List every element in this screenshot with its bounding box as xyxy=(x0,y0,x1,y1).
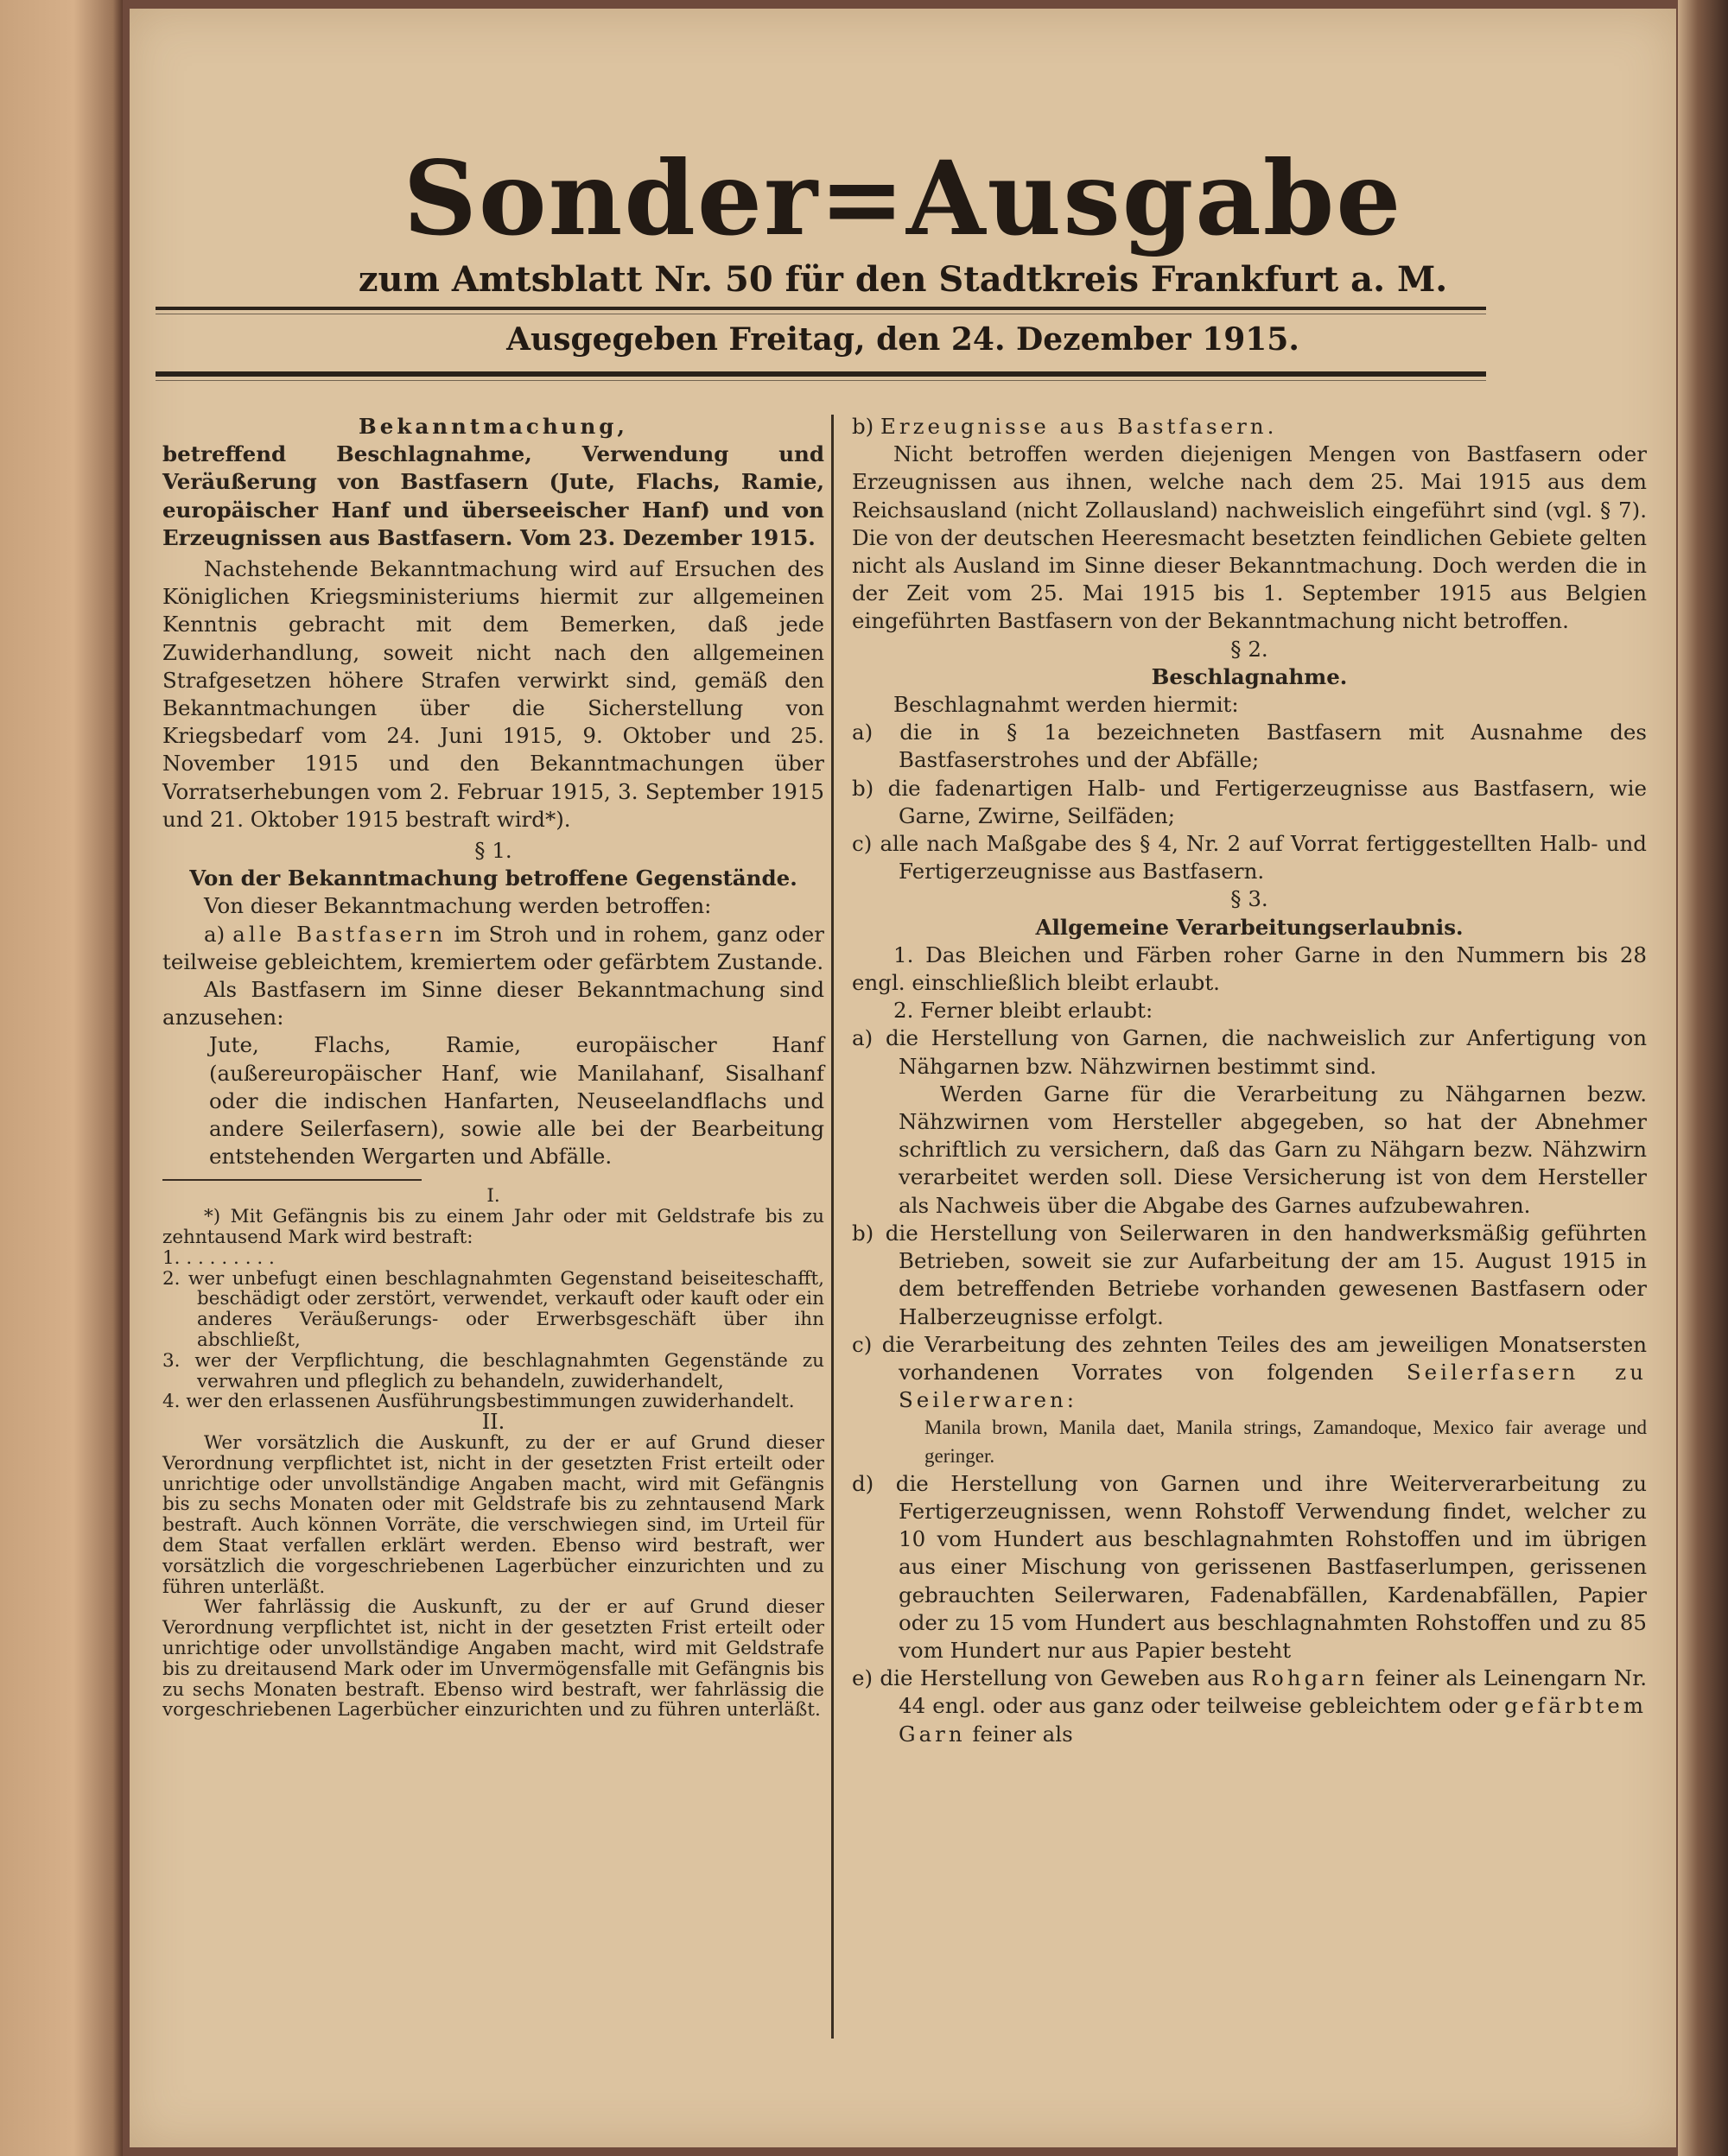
footnote-item-3: 3. wer der Verpflichtung, die beschlagnahmten Gegenstände zu verwahren und pfleglich zu behandeln, zuwiderhandelt, xyxy=(162,1349,824,1392)
section-1-title: Von der Bekanntmachung betroffene Gegenstände. xyxy=(189,866,797,891)
left-column xyxy=(162,413,824,1721)
section-3-item-2: 2. Ferner bleibt erlaubt: xyxy=(893,998,1153,1024)
section-3-item-c-list: Manila brown, Manila daet, Manila strings, Zamandoque, Mexico fair average und geringer. xyxy=(924,1417,1647,1467)
issue-date: Ausgegeben Freitag, den 24. Dezember 1915. xyxy=(506,321,1299,358)
section-2-number: § 2. xyxy=(1230,636,1268,662)
section-2-title: Beschlagnahme. xyxy=(1151,663,1348,689)
item-b-label: b) xyxy=(852,414,874,439)
top-rule xyxy=(156,307,1486,310)
footnote-rule xyxy=(162,1179,422,1181)
footnote xyxy=(162,1186,824,1721)
section-2-item-b: b) die fadenartigen Halb- und Fertigerzeugnisse aus Bastfasern, wie Garne, Zwirne, Seilfäden; xyxy=(852,775,1647,828)
document-page xyxy=(130,9,1676,2147)
item-e-spaced-1: Rohgarn xyxy=(1251,1665,1369,1691)
date-rule-thin xyxy=(156,380,1486,381)
section-2-item-a: a) die in § 1a bezeichneten Bastfasern mit Ausnahme des Bastfaserstrohes und der Abfälle; xyxy=(852,720,1647,773)
item-a-text: im Stroh und in rohem, ganz oder teilweise gebleichtem, kremiertem oder gefärbtem Zustande. xyxy=(162,921,824,974)
masthead-title: Sonder=Ausgabe xyxy=(403,138,1403,258)
item-e-end: feiner als xyxy=(972,1721,1073,1747)
item-b-heading xyxy=(852,413,1647,441)
section-3-item-c xyxy=(852,1331,1647,1415)
announcement-heading: Bekanntmachung, xyxy=(359,414,628,439)
item-a-label: a) xyxy=(204,921,226,947)
footnote-part-2: II. xyxy=(481,1410,505,1435)
section-2-item-c: c) alle nach Maßgabe des § 4, Nr. 2 auf Vorrat fertiggestellten Halb- und Fertigerzeugnisse aus Bastfasern. xyxy=(852,831,1647,885)
footnote-paragraph-2: Wer fahrlässig die Auskunft, zu der er auf Grund dieser Verordnung verpflichtet ist, nicht in der gesetzten Frist erteilt oder unrichtige oder unvollständige Angaben macht, wird mit Geldstrafe bis zu dreitausend Mark oder im Unvermögensfalle mit Gefängnis bis zu sechs Monaten bestraft. Ebenso wird bestraft, wer fahrlässig die vorgeschriebenen Lagerbücher einzurichten und zu führen unterläßt. xyxy=(162,1596,824,1722)
footnote-paragraph-1: Wer vorsätzlich die Auskunft, zu der er auf Grund dieser Verordnung verpflichtet ist, nicht in der gesetzten Frist erteilt oder unrichtige oder unvollständige Angaben macht, wird mit Gefängnis bis zu sechs Monaten oder mit Geldstrafe bis zu zehntausend Mark bestraft. Auch können Vorräte, die verschwiegen sind, im Urteil für dem Staat verfallen erklärt werden. Ebenso wird bestraft, wer vorsätzlich die vorgeschriebenen Lagerbücher einzurichten und zu führen unterläßt. xyxy=(162,1432,824,1598)
item-c-spaced: Seilerfasern zu Seilerwaren: xyxy=(899,1359,1647,1413)
footnote-intro: *) Mit Gefängnis bis zu einem Jahr oder mit Geldstrafe bis zu zehntausend Mark wird bestraft: xyxy=(162,1206,824,1249)
section-3-title: Allgemeine Verarbeitungserlaubnis. xyxy=(1035,914,1464,940)
section-3-item-b: b) die Herstellung von Seilerwaren in den handwerksmäßig geführten Betrieben, soweit sie zur Aufarbeitung der am 15. August 1915 in dem betreffenden Betriebe vorhanden gewesenen Bastfasern oder Halberzeugnisse erfolgt. xyxy=(852,1220,1647,1329)
date-rule xyxy=(156,371,1486,377)
section-1-number: § 1. xyxy=(474,838,512,864)
section-3-number: § 3. xyxy=(1230,886,1268,912)
section-3-item-a-note: Werden Garne für die Verarbeitung zu Nähgarnen bezw. Nähzwirnen vom Hersteller abgegeben, so hat der Abnehmer schriftlich zu versichern, daß das Garn zu Nähgarn bezw. Nähzwirn verarbeitet werden soll. Diese Versicherung ist von dem Hersteller als Nachweis über die Abgabe des Garnes aufzubewahren. xyxy=(899,1081,1647,1218)
item-a-spaced: alle Bastfasern xyxy=(232,921,447,947)
footnote-item-1: 1. . . . . . . . . xyxy=(162,1246,275,1269)
item-e-mid: feiner als Leinengarn Nr. 44 engl. oder aus ganz oder teilweise gebleichtem oder xyxy=(899,1665,1647,1719)
intro-paragraph: Nachstehende Bekanntmachung wird auf Ersuchen des Königlichen Kriegsministeriums hiermit zur allgemeinen Kenntnis gebracht mit dem Bemerken, daß jede Zuwiderhandlung, soweit nicht nach den allgemeinen Strafgesetzen höhere Strafen verwirkt sind, gemäß den Bekanntmachungen über die Sicherstellung von Kriegsbedarf vom 24. Juni 1915, 9. Oktober und 25. November 1915 und den Bekanntmachungen über Vorratserhebungen vom 2. Februar 1915, 3. September 1915 und 21. Oktober 1915 bestraft wird*). xyxy=(162,556,824,832)
section-1-item-a xyxy=(162,921,824,976)
announcement-subject: betreffend Beschlagnahme, Verwendung und Veräußerung von Bastfasern (Jute, Flachs, Ramie, europäischer Hanf und überseeischer Hanf) und von Erzeugnissen aus Bastfasern. Vom 23. Dezember 1915. xyxy=(162,441,824,550)
section-3-item-1: 1. Das Bleichen und Färben roher Garne in den Nummern bis 28 engl. einschließlich bleibt erlaubt. xyxy=(852,942,1647,996)
section-1-fiber-list: Jute, Flachs, Ramie, europäischer Hanf (außereuropäischer Hanf, wie Manilahanf, Sisalhanf oder die indischen Hanfarten, Neuseelandflachs und andere Seilerfasern), sowie alle bei der Bearbeitung entstehenden Wergarten und Abfälle. xyxy=(209,1032,824,1170)
right-column xyxy=(852,413,1647,1748)
column-divider xyxy=(831,415,834,2039)
section-2-lead: Beschlagnahmt werden hiermit: xyxy=(893,692,1239,718)
section-1-lead: Von dieser Bekanntmachung werden betroffen: xyxy=(204,893,712,919)
section-3-item-e xyxy=(852,1665,1647,1748)
book-edge-right xyxy=(1678,0,1728,2156)
book-edge-left xyxy=(0,0,123,2156)
item-e-pre: e) die Herstellung von Geweben aus xyxy=(852,1665,1245,1691)
section-3-item-a: a) die Herstellung von Garnen, die nachweislich zur Anfertigung von Nähgarnen bzw. Nähzwirnen bestimmt sind. xyxy=(852,1025,1647,1079)
section-3-item-d: d) die Herstellung von Garnen und ihre Weiterverarbeitung zu Fertigerzeugnissen, wenn Rohstoff Verwendung findet, welcher zu 10 vom Hundert aus beschlagnahmten Rohstoffen und im übrigen aus einer Mischung von gerissenen Bastfaserlumpen, gerissenen gebrauchten Seilerwaren, Fadenabfällen, Kardenabfällen, Papier oder zu 15 vom Hundert aus beschlagnahmten Rohstoffen und zu 85 vom Hundert nur aus Papier besteht xyxy=(852,1470,1647,1663)
footnote-item-2: 2. wer unbefugt einen beschlagnahmten Gegenstand beiseiteschafft, beschädigt oder zerstört, verwendet, verkauft oder kauft oder ein anderes Veräußerungs- oder Erwerbsgeschäft über ihn abschließt, xyxy=(162,1267,824,1352)
footnote-item-4: 4. wer den erlassenen Ausführungsbestimmungen zuwiderhandelt. xyxy=(162,1391,795,1413)
footnote-part-1: I. xyxy=(486,1185,500,1208)
masthead-subtitle: zum Amtsblatt Nr. 50 für den Stadtkreis Frankfurt a. M. xyxy=(358,259,1448,300)
item-c-text: c) die Verarbeitung des zehnten Teiles des am jeweiligen Monatsersten vorhandenen Vorrates von folgenden xyxy=(852,1331,1647,1385)
item-b-spaced: Erzeugnisse aus Bastfasern. xyxy=(880,414,1278,439)
item-e-spaced-2: gefärbtem Garn xyxy=(899,1693,1647,1747)
item-b-text: Nicht betroffen werden diejenigen Mengen von Bastfasern oder Erzeugnissen aus ihnen, welche nach dem 25. Mai 1915 aus dem Reichsausland (nicht Zollausland) nachweislich eingeführt sind (vgl. § 7). Die von der deutschen Heeresmacht besetzten feindlichen Gebiete gelten nicht als Ausland im Sinne dieser Bekanntmachung. Doch werden die in der Zeit vom 25. Mai 1915 bis 1. September 1915 aus Belgien eingeführten Bastfasern von der Bekanntmachung nicht betroffen. xyxy=(852,441,1647,634)
section-1-definition: Als Bastfasern im Sinne dieser Bekanntmachung sind anzusehen: xyxy=(162,977,824,1030)
